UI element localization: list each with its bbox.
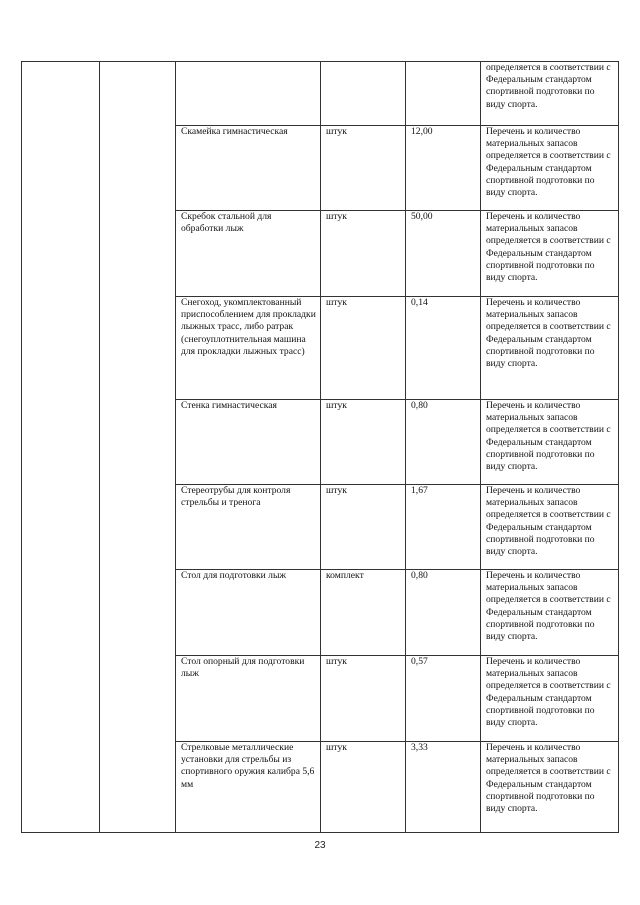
name-cell: Снегоход, укомплектованный приспособлением для прокладки лыжных трасс, либо ратрак (снегоуплотнительная машина для прокладки лыжных трасс) xyxy=(176,297,321,400)
unit-cell: штук xyxy=(321,656,406,742)
name-cell: Стенка гимнастическая xyxy=(176,400,321,485)
quantity-cell: 0,14 xyxy=(406,297,481,400)
equipment-table xyxy=(21,61,619,833)
note-cell: Перечень и количество материальных запасов определяется в соответствии с Федеральным стандартом спортивной подготовки по виду спорта. xyxy=(481,742,619,833)
note-cell: Перечень и количество материальных запасов определяется в соответствии с Федеральным стандартом спортивной подготовки по виду спорта. xyxy=(481,297,619,400)
unit-cell: штук xyxy=(321,485,406,570)
note-cell: Перечень и количество материальных запасов определяется в соответствии с Федеральным стандартом спортивной подготовки по виду спорта. xyxy=(481,400,619,485)
quantity-cell: 1,67 xyxy=(406,485,481,570)
unit-cell: штук xyxy=(321,742,406,833)
name-cell: Стрелковые металлические установки для стрельбы из спортивного оружия калибра 5,6 мм xyxy=(176,742,321,833)
page-number: 23 xyxy=(314,840,326,851)
quantity-cell: 0,80 xyxy=(406,570,481,656)
name-cell: Скребок стальной для обработки лыж xyxy=(176,211,321,297)
unit-cell: комплект xyxy=(321,570,406,656)
note-cell: определяется в соответствии с Федеральным стандартом спортивной подготовки по виду спорта. xyxy=(481,62,619,126)
name-cell: Стол для подготовки лыж xyxy=(176,570,321,656)
quantity-cell xyxy=(406,62,481,126)
quantity-cell: 3,33 xyxy=(406,742,481,833)
unit-cell: штук xyxy=(321,126,406,211)
unit-cell: штук xyxy=(321,297,406,400)
name-cell xyxy=(176,62,321,126)
name-cell: Стол опорный для подготовки лыж xyxy=(176,656,321,742)
note-cell: Перечень и количество материальных запасов определяется в соответствии с Федеральным стандартом спортивной подготовки по виду спорта. xyxy=(481,656,619,742)
quantity-cell: 50,00 xyxy=(406,211,481,297)
unit-cell: штук xyxy=(321,211,406,297)
name-cell: Скамейка гимнастическая xyxy=(176,126,321,211)
merged-column-2-cell xyxy=(100,62,176,833)
merged-column-1-cell xyxy=(22,62,100,833)
unit-cell: штук xyxy=(321,400,406,485)
note-cell: Перечень и количество материальных запасов определяется в соответствии с Федеральным стандартом спортивной подготовки по виду спорта. xyxy=(481,211,619,297)
note-cell: Перечень и количество материальных запасов определяется в соответствии с Федеральным стандартом спортивной подготовки по виду спорта. xyxy=(481,570,619,656)
unit-cell xyxy=(321,62,406,126)
quantity-cell: 12,00 xyxy=(406,126,481,211)
quantity-cell: 0,80 xyxy=(406,400,481,485)
name-cell: Стереотрубы для контроля стрельбы и тренога xyxy=(176,485,321,570)
note-cell: Перечень и количество материальных запасов определяется в соответствии с Федеральным стандартом спортивной подготовки по виду спорта. xyxy=(481,126,619,211)
quantity-cell: 0,57 xyxy=(406,656,481,742)
table-row-continuation xyxy=(22,62,619,126)
note-cell: Перечень и количество материальных запасов определяется в соответствии с Федеральным стандартом спортивной подготовки по виду спорта. xyxy=(481,485,619,570)
